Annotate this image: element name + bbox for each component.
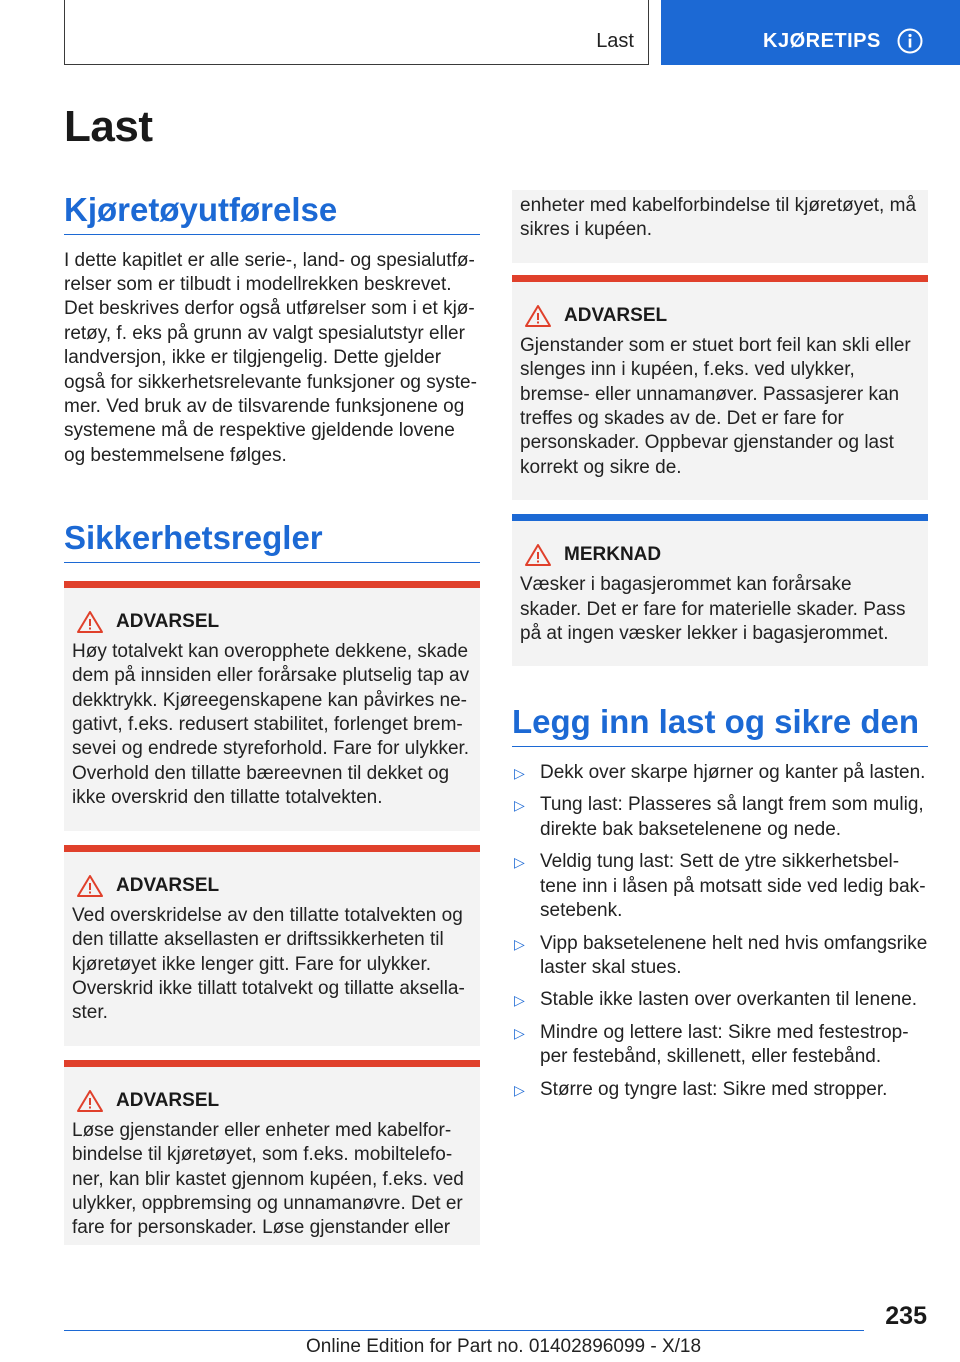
warning-triangle-icon [76,610,104,634]
warning-text-continued: enheter med kabelforbindelse til kjøretøyet, må sikres i kupéen. [520,195,917,241]
load-instructions-list [512,761,928,1102]
chapter-tab[interactable] [661,0,960,65]
list-item [512,988,928,1012]
warning-triangle-icon [76,1089,104,1113]
list-item [512,761,928,785]
bullet-triangle-icon: ▷ [514,992,525,1009]
warning-triangle-icon [524,304,552,328]
header-section-title: Last [596,30,634,52]
list-item [512,1021,928,1070]
warning-title: ADVARSEL [116,610,220,632]
warning-text: Gjenstander som er stuet bort feil kan skli eller slenges inn i kupéen, f.eks. ved ulykker, bremse- eller unnamanøver. Passasjerer kan treffes og skades av de. Det er fare for personskader. Oppbevar gjenstander og last korrekt og sikre de. [520,334,911,478]
section-heading-vehicle-equipment: Kjøretøyutførelse [64,190,480,235]
note-title: MERKNAD [564,544,662,566]
list-item [512,932,928,981]
chapter-tab-label: KJØRETIPS [763,30,881,52]
intro-paragraph: I dette kapitlet er alle serie-, land- og spesialutførelser som er tilbudt i modellrekken beskrevet. Det beskrives derfor også utførelser som i et kjøretøy, f. eks på grunn av valgt spesialutstyr eller landversjon, ikke er tilgjengelig. Dette gjelder også for sikkerhetsrelevante funksjoner og systemer. Ved bruk av de tilsvarende funksjonene og systemene må de respektive gjeldende lovene og bestemmelsene følges. [64,249,477,466]
bullet-triangle-icon: ▷ [514,765,525,782]
list-item [512,850,928,923]
warning-box-2 [64,845,480,1046]
warning-text: Løse gjenstander eller enheter med kabelforbindelse til kjøretøyet, som f.eks. mobiltelefoner, kan blir kastet gjennom kupéen, f.eks. ved ulykker, oppbremsing og unnamanøvre. Det er fare for personskader. Løse gjenstander eller [72,1119,464,1239]
note-box [512,514,928,666]
warning-header [524,304,918,328]
left-column [64,190,480,1245]
warning-title: ADVARSEL [564,304,668,326]
header-frame [64,0,649,65]
warning-title: ADVARSEL [116,1089,220,1111]
list-item-text: Mindre og lettere last: Sikre med festestropper festebånd, skillenett, eller festebånd. [540,1021,909,1068]
bullet-triangle-icon: ▷ [514,797,525,814]
warning-header [76,874,470,898]
list-item-text: Dekk over skarpe hjørner og kanter på lasten. [540,762,926,784]
list-item [512,1078,928,1102]
warning-text: Høy totalvekt kan overopphete dekkene, skade dem på innsiden eller forårsake plutselig tap av dekktrykk. Kjøreegenskapene kan påvirkes negativt, f.eks. redusert stabilitet, forlenget bremsevei og endrede styreforhold. Fare for ulykker. Overhold den tillatte bæreevnen til dekket og ikke overskrid den tillatte totalvekten. [72,640,470,809]
page-number: 235 [885,1302,927,1330]
bullet-triangle-icon: ▷ [514,1024,525,1041]
warning-header [76,1089,470,1113]
note-header [524,543,918,567]
warning-triangle-icon [76,874,104,898]
list-item-text: Veldig tung last: Sett de ytre sikkerhetsbeltene inn i låsen på motsatt side ved ledig baksetebenk. [540,851,926,922]
warning-header [76,610,470,634]
list-item-text: Vipp baksetelenene helt ned hvis omfangsrike laster skal stues. [540,932,928,978]
footer-edition-text: Online Edition for Part no. 01402896099 - X/18 [306,1336,702,1357]
section-heading-safety-rules: Sikkerhetsregler [64,518,480,563]
warning-triangle-icon [524,543,552,567]
page-title: Last [64,102,153,151]
section-heading-load-and-secure: Legg inn last og sikre den [512,702,928,747]
warning-box-4 [512,275,928,500]
warning-text: Ved overskridelse av den tillatte totalvekten og den tillatte aksellasten er driftssikkerheten til kjøretøyet ikke lenger gitt. Fare for ulykker. Overskrid ikke tillatt totalvekt og tillatte aksellaster. [72,904,465,1024]
list-item [512,793,928,842]
list-item-text: Stable ikke lasten over overkanten til lenene. [540,989,918,1011]
note-text: Væsker i bagasjerommet kan forårsake skader. Det er fare for materielle skader. Pass på at ingen væsker lekker i bagasjerommet. [520,574,906,645]
warning-box-3-continued [512,190,928,263]
bullet-triangle-icon: ▷ [514,1081,525,1098]
footer-divider [64,1330,864,1331]
warning-box-3 [64,1060,480,1245]
list-item-text: Større og tyngre last: Sikre med stropper. [540,1078,888,1100]
info-icon[interactable] [897,28,923,54]
bullet-triangle-icon: ▷ [514,854,525,871]
bullet-triangle-icon: ▷ [514,935,525,952]
warning-box-1 [64,581,480,831]
right-column [512,190,928,1110]
warning-title: ADVARSEL [116,874,220,896]
list-item-text: Tung last: Plasseres så langt frem som mulig, direkte bak baksetelenene og nede. [540,794,924,840]
